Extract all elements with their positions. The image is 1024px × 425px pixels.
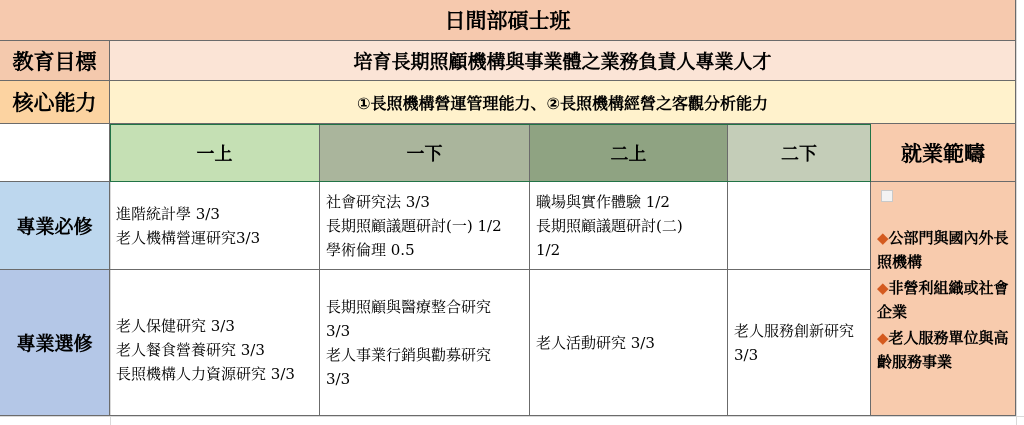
employment-item: ◆非營利組織或社會企業 [877,279,1009,321]
course-line: 老人活動研究 3/3 [536,333,655,352]
elective-label: 專業選修 [0,270,110,416]
course-line: 老人餐食營養研究 3/3 [116,340,265,359]
employment-item: ◆老人服務單位與高齡服務事業 [877,329,1009,371]
core-text: ①長照機構營運管理能力、②長照機構經營之客觀分析能力 [110,81,1016,124]
required-cell-1 [110,182,320,270]
employment-item: ◆公部門與國內外長照機構 [877,229,1009,271]
course-line: 1/2 [536,240,561,259]
course-line: 老人事業行銷與勸募研究 [326,345,492,364]
course-line: 職場與實作體驗 1/2 [536,192,670,211]
course-line: 老人保健研究 3/3 [116,316,235,335]
objective-text: 培育長期照顧機構與事業體之業務負責人專業人才 [110,41,1016,81]
corner-cell [0,124,110,182]
employment-header: 就業範疇 [871,124,1016,182]
diamond-icon: ◆ [877,329,889,347]
elective-cell-4 [728,270,871,416]
required-cell-2 [320,182,530,270]
course-line: 3/3 [326,369,351,388]
course-line: 長照機構人力資源研究 3/3 [116,364,295,383]
objective-label: 教育目標 [0,41,110,81]
course-line: 社會研究法 3/3 [326,192,430,211]
diamond-icon: ◆ [877,279,889,297]
course-line: 長期照顧與醫療整合研究 [326,297,492,316]
course-line: 老人機構營運研究3/3 [116,228,261,247]
required-cell-4 [728,182,871,270]
course-line: 長期照顧議題研討(二) [536,216,683,235]
course-line: 長期照顧議題研討(一) 1/2 [326,216,502,235]
semester-header-4: 二下 [728,124,871,182]
course-line: 3/3 [734,345,759,364]
semester-header-3: 二上 [530,124,728,182]
semester-header-1: 一上 [110,124,320,182]
page-title: 日間部碩士班 [0,0,1016,41]
elective-cell-1 [110,270,320,416]
course-line: 學術倫理 0.5 [326,240,415,259]
cell-note-icon [881,190,893,202]
core-label: 核心能力 [0,81,110,124]
diamond-icon: ◆ [877,229,889,247]
required-cell-3 [530,182,728,270]
course-line: 3/3 [326,321,351,340]
employment-cell [871,182,1016,416]
semester-header-2: 一下 [320,124,530,182]
elective-cell-2 [320,270,530,416]
course-line: 進階統計學 3/3 [116,204,220,223]
course-line: 老人服務創新研究 [734,321,855,340]
required-label: 專業必修 [0,182,110,270]
elective-cell-3 [530,270,728,416]
